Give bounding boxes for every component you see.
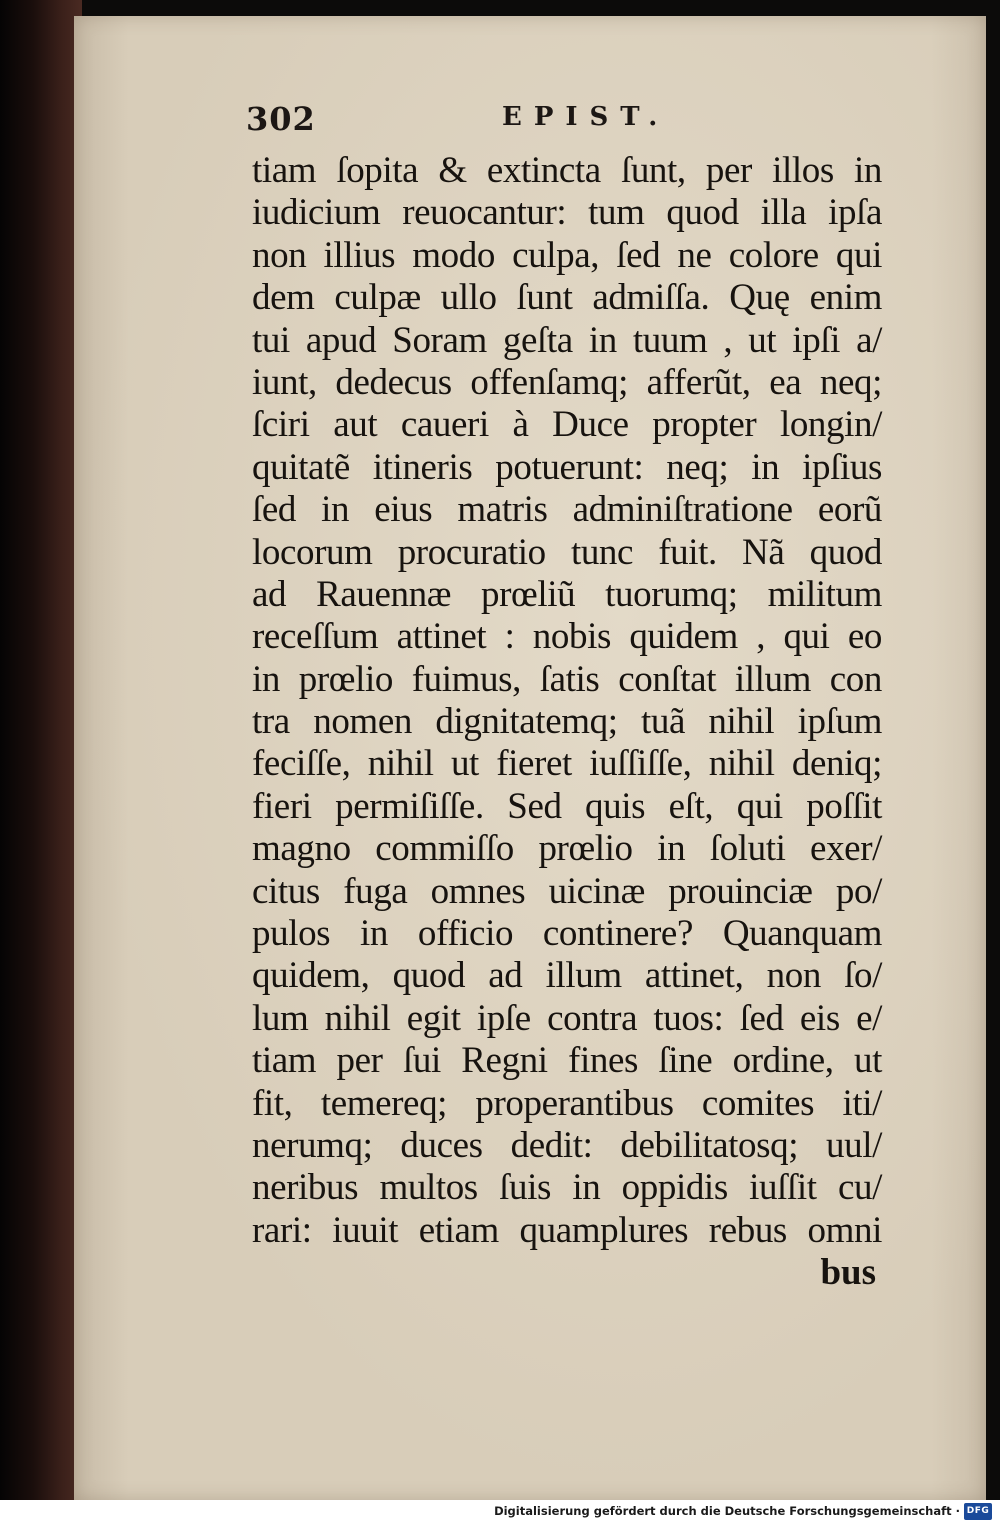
text-line: ad Rauennæ prœliũ tuorumq; militum [252, 573, 882, 615]
footer-bar [0, 1500, 1000, 1524]
text-line: receſſum attinet : nobis quidem , qui eo [252, 616, 882, 658]
text-line: lum nihil egit ipſe contra tuos: ſed eis e/ [252, 997, 882, 1039]
text-line: magno commiſſo prœlio in ſoluti exer/ [252, 828, 882, 870]
text-line: quidem, quod ad illum attinet, non ſo/ [252, 955, 882, 997]
text-line: ſciri aut caueri à Duce propter longin/ [252, 404, 882, 446]
running-head: EPIST. [502, 102, 670, 132]
text-line: non illius modo culpa, ſed ne colore qui [252, 234, 882, 276]
text-line: quitatẽ itineris potuerunt: neq; in ipſius [252, 446, 882, 488]
text-line: feciſſe, nihil ut fieret iuſſiſſe, nihil deniq; [252, 743, 882, 785]
text-line: fieri permiſiſſe. Sed quis eſt, qui poſſit [252, 785, 882, 827]
text-line: fit, temereq; properantibus comites iti/ [252, 1082, 882, 1124]
text-line: ſed in eius matris adminiſtratione eorũ [252, 489, 882, 531]
catchword: bus [820, 1252, 876, 1294]
text-line: citus fuga omnes uicinæ prouinciæ po/ [252, 870, 882, 912]
page-header [246, 100, 876, 140]
text-line: tra nomen dignitatemq; tuã nihil ipſum [252, 701, 882, 743]
text-line: iudicium reuocantur: tum quod illa ipſa [252, 192, 882, 234]
text-line: tiam per ſui Regni fines ſine ordine, ut [252, 1040, 882, 1082]
text-line: iunt, dedecus offenſamq; afferũt, ea neq; [252, 361, 882, 403]
dfg-logo-icon: DFG [964, 1503, 992, 1520]
text-line: locorum procuratio tunc fuit. Nã quod [252, 531, 882, 573]
body-text [252, 150, 882, 1295]
text-line: nerumq; duces dedit: debilitatosq; uul/ [252, 1124, 882, 1166]
text-line: tiam ſopita & extincta ſunt, per illos in [252, 150, 882, 191]
text-line: dem culpæ ullo ſunt admiſſa. Quę enim [252, 277, 882, 319]
text-line: neribus multos ſuis in oppidis iuſſit cu/ [252, 1167, 882, 1209]
text-line: in prœlio fuimus, ſatis conſtat illum con [252, 658, 882, 700]
text-line: rari: iuuit etiam quamplures rebus omni [252, 1209, 882, 1251]
text-line: tui apud Soram geſta in tuum , ut ipſi a/ [252, 319, 882, 361]
page-number: 302 [246, 100, 316, 138]
funding-notice: Digitalisierung gefördert durch die Deutsche Forschungsgemeinschaft · [494, 1504, 960, 1518]
text-line: pulos in officio continere? Quanquam [252, 913, 882, 955]
book-spine-shadow [0, 0, 82, 1500]
